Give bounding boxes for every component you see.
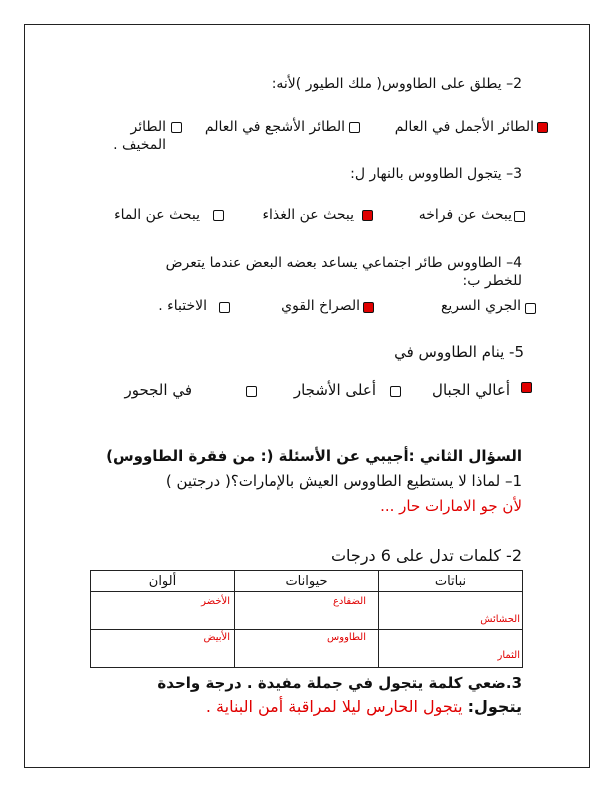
section-2-heading: السؤال الثاني :أجيبي عن الأسئلة (: من فقرة الطاووس) bbox=[106, 447, 522, 465]
q4-option-3: الاختباء . bbox=[158, 298, 207, 314]
q2-option-2: الطائر الأشجع في العالم bbox=[204, 119, 345, 135]
q3-option-2: يبحث عن الغذاء bbox=[262, 207, 354, 223]
checkbox-q3-option-3[interactable] bbox=[213, 210, 224, 221]
checkbox-q2-option-2[interactable] bbox=[349, 122, 360, 133]
cell-value: الأخضر bbox=[201, 596, 230, 607]
q4-option-1: الجري السريع bbox=[440, 298, 521, 314]
q2-option-3: الطائر bbox=[130, 119, 166, 135]
table-cell bbox=[379, 630, 523, 668]
checkbox-q5-option-3[interactable] bbox=[246, 386, 257, 397]
question-3: 3– يتجول الطاووس بالنهار ل: bbox=[350, 166, 522, 182]
checkbox-q2-option-3[interactable] bbox=[171, 122, 182, 133]
question-2: 2– يطلق على الطاووس( ملك الطيور )لأنه: bbox=[271, 76, 522, 92]
question-4-line-1: 4– الطاووس طائر اجتماعي يساعد بعضه البعض عندما يتعرض bbox=[165, 255, 522, 271]
q5-option-2: أعلى الأشجار bbox=[293, 381, 376, 399]
table-header-plants: نباتات bbox=[379, 571, 523, 592]
table-cell bbox=[91, 630, 235, 668]
table-cell bbox=[91, 592, 235, 630]
table-cell bbox=[379, 592, 523, 630]
q2-option-3-wrap: المخيف . bbox=[113, 137, 166, 153]
q5-option-3: في الجحور bbox=[124, 381, 192, 399]
cell-value: الحشائش bbox=[480, 614, 520, 625]
q5-option-1: أعالي الجبال bbox=[432, 381, 510, 399]
checkbox-q4-option-1[interactable] bbox=[525, 303, 536, 314]
a3-answer: يتجول الحارس ليلا لمراقبة أمن البناية . bbox=[205, 697, 468, 716]
checkbox-q3-option-1[interactable] bbox=[514, 211, 525, 222]
section-2-q2: 2- كلمات تدل على 6 درجات bbox=[330, 546, 522, 565]
q3-option-1: يبحث عن فراخه bbox=[418, 207, 512, 223]
table-header-animals: حيوانات bbox=[235, 571, 379, 592]
table-header-colors: ألوان bbox=[91, 571, 235, 592]
checkbox-q5-option-2[interactable] bbox=[390, 386, 401, 397]
section-2-q3: 3.ضعي كلمة يتجول في جملة مفيدة . درجة واحدة bbox=[157, 674, 522, 692]
checkbox-q5-option-1[interactable] bbox=[521, 382, 532, 393]
words-table bbox=[90, 570, 523, 668]
checkbox-q2-option-1[interactable] bbox=[537, 122, 548, 133]
question-4-line-2: للخطر ب: bbox=[462, 273, 522, 289]
cell-value: الثمار bbox=[497, 650, 520, 661]
a3-label: يتجول: bbox=[467, 697, 522, 716]
table-cell bbox=[235, 592, 379, 630]
section-2-a1: لأن جو الامارات حار ... bbox=[380, 497, 522, 515]
section-2-a3-line bbox=[206, 697, 522, 716]
checkbox-q4-option-2[interactable] bbox=[363, 302, 374, 313]
q3-option-3: يبحث عن الماء bbox=[114, 207, 200, 223]
cell-value: الطاووس bbox=[327, 632, 366, 643]
cell-value: الأبيض bbox=[203, 632, 230, 643]
table-cell bbox=[235, 630, 379, 668]
question-5: 5- ينام الطاووس في bbox=[394, 343, 524, 361]
q4-option-2: الصراخ القوي bbox=[281, 298, 360, 314]
cell-value: الضفادع bbox=[332, 596, 366, 607]
checkbox-q4-option-3[interactable] bbox=[219, 302, 230, 313]
checkbox-q3-option-2[interactable] bbox=[362, 210, 373, 221]
q2-option-1: الطائر الأجمل في العالم bbox=[394, 119, 534, 135]
section-2-q1: 1– لماذا لا يستطيع الطاووس العيش بالإمارات؟( درجتين ) bbox=[165, 472, 522, 490]
